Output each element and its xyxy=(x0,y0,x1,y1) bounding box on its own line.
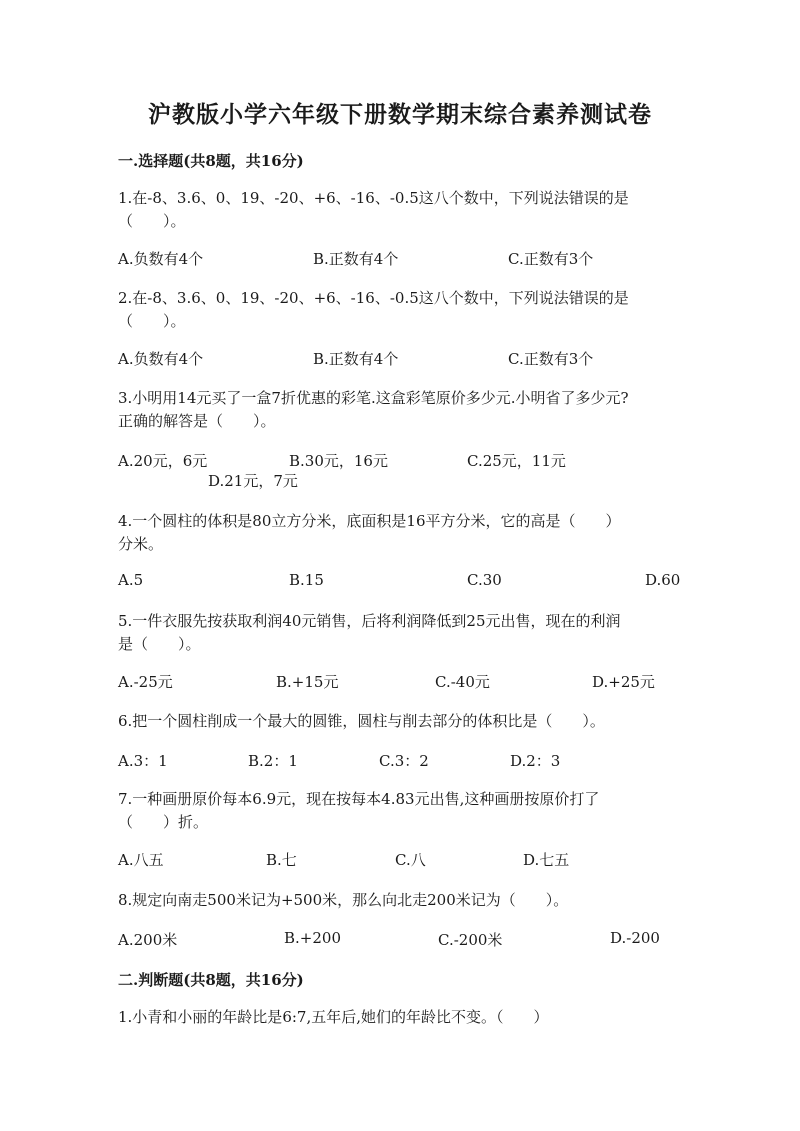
option-d: D.-200 xyxy=(610,929,660,947)
question-text-line: 5.一件衣服先按获取利润40元销售，后将利润降低到25元出售，现在的利润 xyxy=(118,612,621,630)
question-text-line: 正确的解答是（ ）。 xyxy=(118,412,276,430)
option-a: A.-25元 xyxy=(118,673,173,691)
question-text-line: 8.规定向南走500米记为+500米，那么向北走200米记为（ ）。 xyxy=(118,891,569,909)
option-a: A.3：1 xyxy=(118,752,168,770)
option-d: D.60 xyxy=(645,571,681,589)
question-text-line: （ ）。 xyxy=(118,212,186,230)
option-b: B.七 xyxy=(266,851,297,869)
question-text-line: （ ）折。 xyxy=(118,813,209,831)
option-b: B.15 xyxy=(289,571,324,589)
question-text-line: 1.在-8、3.6、0、19、-20、+6、-16、-0.5这八个数中，下列说法错误的是 xyxy=(118,189,629,207)
option-d: D.七五 xyxy=(523,851,570,869)
question-text-line: 3.小明用14元买了一盒7折优惠的彩笔.这盒彩笔原价多少元.小明省了多少元? xyxy=(118,389,629,407)
judge-question-1 xyxy=(118,1006,698,1029)
question-8 xyxy=(118,889,698,912)
section-heading-judge: 二.判断题(共8题，共16分) xyxy=(118,971,304,989)
question-text-line: 7.一种画册原价每本6.9元，现在按每本4.83元出售,这种画册按原价打了 xyxy=(118,790,600,808)
option-c: C.25元，11元 xyxy=(467,452,566,470)
option-d: D.2：3 xyxy=(510,752,561,770)
option-c: C.正数有3个 xyxy=(508,350,594,368)
section-heading-choice: 一.选择题(共8题，共16分) xyxy=(118,152,304,170)
option-c: C.正数有3个 xyxy=(508,250,594,268)
question-7 xyxy=(118,788,698,834)
option-a: A.20元，6元 xyxy=(118,452,208,470)
option-b: B.+15元 xyxy=(276,673,339,691)
question-3 xyxy=(118,387,698,433)
question-2 xyxy=(118,287,698,333)
question-4 xyxy=(118,510,698,556)
option-a: A.八五 xyxy=(118,851,164,869)
option-b: B.正数有4个 xyxy=(313,250,399,268)
question-5 xyxy=(118,610,698,656)
page-title: 沪教版小学六年级下册数学期末综合素养测试卷 xyxy=(148,101,652,128)
option-b: B.2：1 xyxy=(248,752,298,770)
option-a: A.200米 xyxy=(118,931,178,949)
question-text-line: 4.一个圆柱的体积是80立方分米，底面积是16平方分米，它的高是（ ） xyxy=(118,512,621,530)
option-a: A.负数有4个 xyxy=(118,250,204,268)
question-6 xyxy=(118,710,698,733)
question-text-line: 是（ ）。 xyxy=(118,635,201,653)
option-d: D.+25元 xyxy=(592,673,655,691)
option-b: B.正数有4个 xyxy=(313,350,399,368)
option-c: C.八 xyxy=(395,851,426,869)
option-c: C.-40元 xyxy=(435,673,490,691)
option-a: A.5 xyxy=(118,571,144,589)
option-d: D.21元，7元 xyxy=(208,472,298,490)
question-text-line: 6.把一个圆柱削成一个最大的圆锥，圆柱与削去部分的体积比是（ ）。 xyxy=(118,712,605,730)
question-text-line: 分米。 xyxy=(118,535,164,553)
question-text-line: 1.小青和小丽的年龄比是6:7,五年后,她们的年龄比不变。（ ） xyxy=(118,1008,549,1026)
question-text-line: 2.在-8、3.6、0、19、-20、+6、-16、-0.5这八个数中，下列说法错误的是 xyxy=(118,289,629,307)
question-1 xyxy=(118,187,698,233)
question-text-line: （ ）。 xyxy=(118,312,186,330)
option-a: A.负数有4个 xyxy=(118,350,204,368)
option-c: C.-200米 xyxy=(438,931,503,949)
option-c: C.30 xyxy=(467,571,502,589)
option-b: B.30元，16元 xyxy=(289,452,388,470)
option-b: B.+200 xyxy=(284,929,341,947)
option-c: C.3：2 xyxy=(379,752,429,770)
